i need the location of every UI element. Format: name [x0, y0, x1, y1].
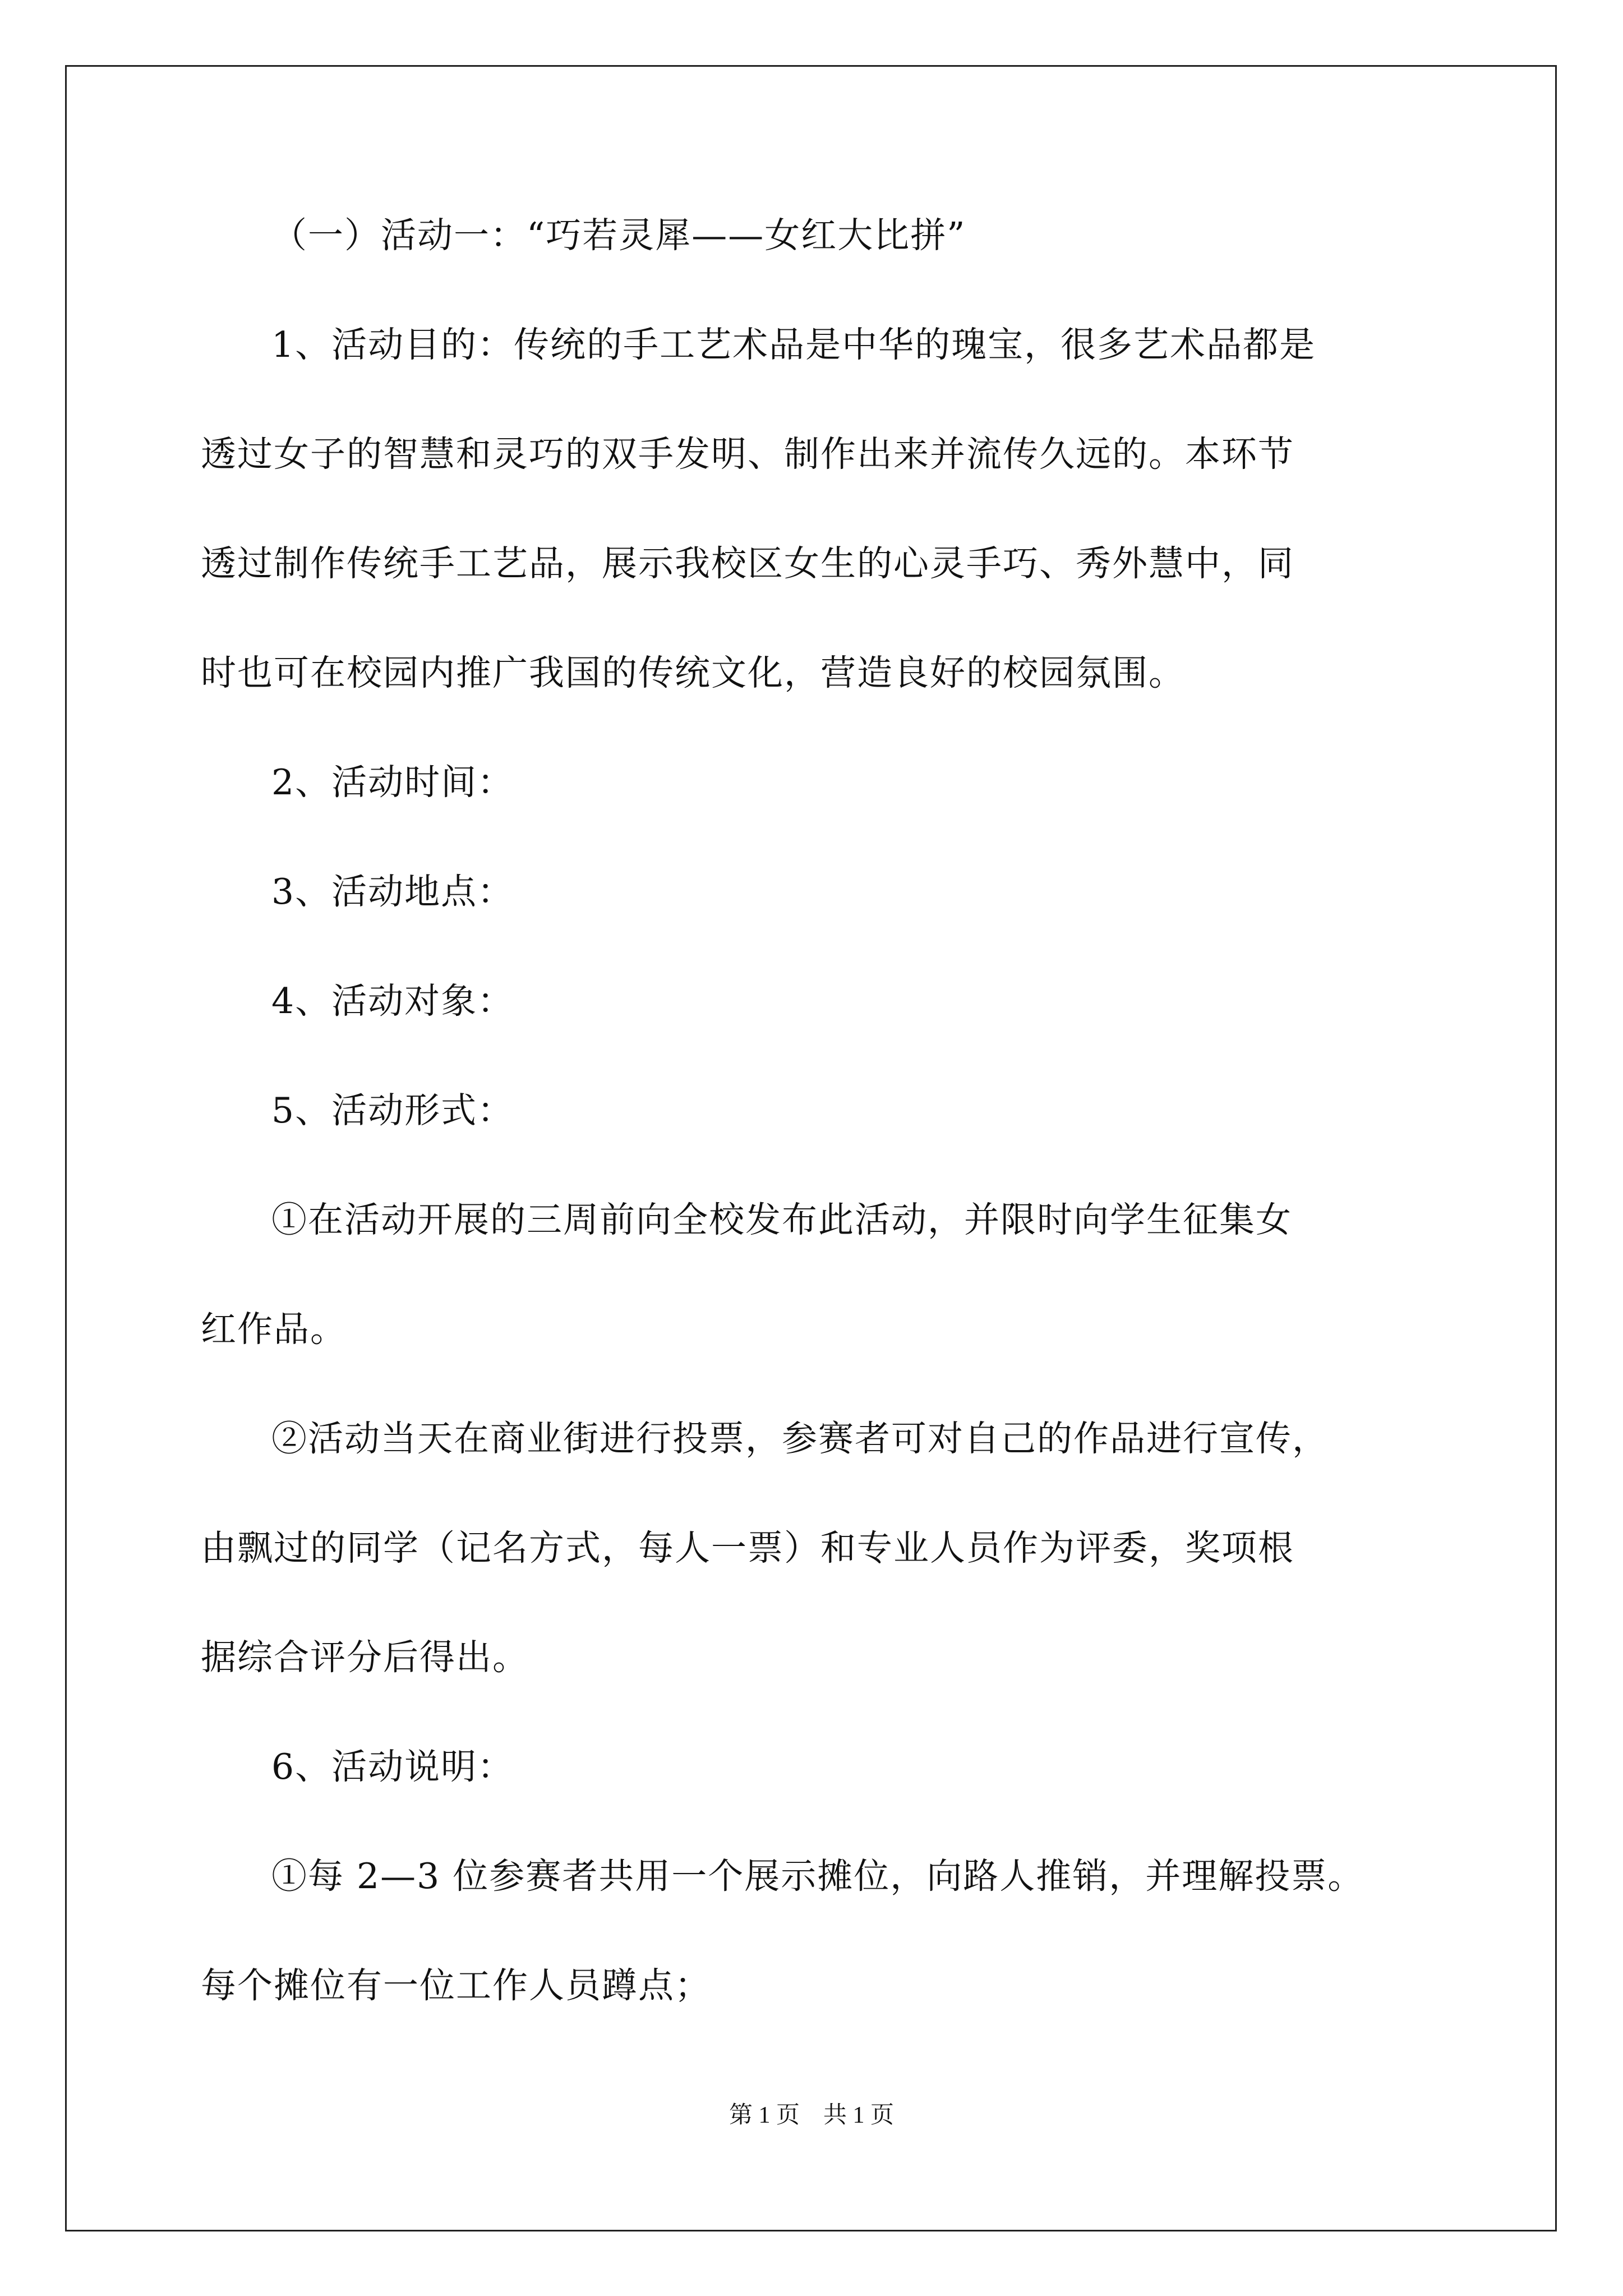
paragraph-line: 时也可在校园内推广我国的传统文化，营造良好的校园氛围。: [201, 652, 1185, 693]
paragraph-line: 6、活动说明：: [271, 1746, 514, 1787]
paragraph-line: 红作品。: [201, 1309, 347, 1350]
paragraph-line: 据综合评分后得出。: [201, 1637, 529, 1678]
paragraph-line: 2、活动时间：: [271, 762, 514, 803]
paragraph-line: 5、活动形式：: [271, 1090, 514, 1131]
paragraph-line: 4、活动对象：: [271, 981, 514, 1022]
paragraph-line: 透过制作传统手工艺品，展示我校区女生的心灵手巧、秀外慧中，同: [201, 543, 1294, 584]
paragraph-line: 由飘过的同学（记名方式，每人一票）和专业人员作为评委，奖项根: [201, 1527, 1294, 1568]
paragraph-line: 每个摊位有一位工作人员蹲点；: [201, 1965, 711, 2006]
paragraph-line: 透过女子的智慧和灵巧的双手发明、制作出来并流传久远的。本环节: [201, 434, 1294, 475]
page-border: [65, 65, 1557, 2231]
page-footer: 第 1 页 共 1 页: [728, 2102, 894, 2128]
paragraph-line: ①在活动开展的三周前向全校发布此活动，并限时向学生征集女: [271, 1199, 1292, 1240]
paragraph-line: ①每 2—3 位参赛者共用一个展示摊位，向路人推销，并理解投票。: [271, 1856, 1364, 1897]
section-heading: （一）活动一：“巧若灵犀——女红大比拼”: [271, 215, 966, 256]
paragraph-line: 1、活动目的：传统的手工艺术品是中华的瑰宝，很多艺术品都是: [271, 324, 1316, 365]
paragraph-line: ②活动当天在商业街进行投票，参赛者可对自己的作品进行宣传，: [271, 1418, 1329, 1459]
paragraph-line: 3、活动地点：: [271, 871, 514, 912]
